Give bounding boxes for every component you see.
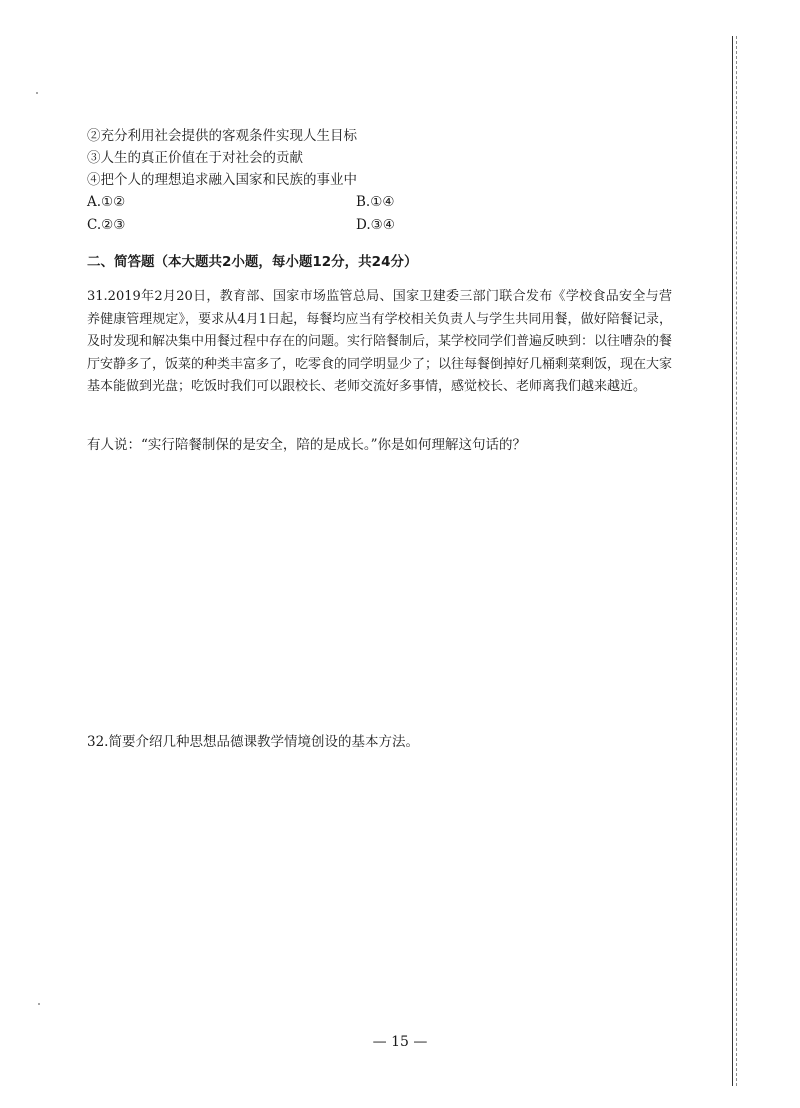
page-number: — 15 — [372, 1034, 428, 1050]
scan-speck [36, 92, 38, 94]
section-heading: 二、简答题（本大题共2小题，每小题12分，共24分） [87, 254, 418, 270]
choice-b: B.①④ [356, 194, 395, 210]
choice-d: D.③④ [356, 217, 395, 233]
choice-a: A.①② [87, 194, 126, 210]
choice-c: C.②③ [87, 217, 126, 233]
binding-line [732, 36, 733, 1086]
question-31-prompt: 有人说：“实行陪餐制保的是安全，陪的是成长。”你是如何理解这句话的？ [87, 437, 527, 453]
question-31-material [87, 286, 672, 399]
question-31-material-text: 31.2019年2月20日，教育部、国家市场监管总局、国家卫建委三部门联合发布《学校食品安全与营养健康管理规定》，要求从4月1日起，每餐均应当有学校相关负责人与学生共同用餐，做好陪餐记录，及时发现和解决集中用餐过程中存在的问题。实行陪餐制后，某学校同学们普遍反映到：以往嘈杂的餐厅安静多了，饭菜的种类丰富多了，吃零食的同学明显少了；以往每餐倒掉好几桶剩菜剩饭，现在大家基本能做到光盘；吃饭时我们可以跟校长、老师交流好多事情，感觉校长、老师离我们越来越近。 [87, 289, 673, 394]
option-4: ④把个人的理想追求融入国家和民族的事业中 [87, 172, 357, 188]
question-32-prompt: 32.简要介绍几种思想品德课教学情境创设的基本方法。 [87, 734, 419, 750]
option-3: ③人生的真正价值在于对社会的贡献 [87, 150, 303, 166]
scan-speck [38, 1003, 40, 1005]
binding-dashed-line [736, 36, 737, 1086]
option-2: ②充分利用社会提供的客观条件实现人生目标 [87, 128, 357, 144]
